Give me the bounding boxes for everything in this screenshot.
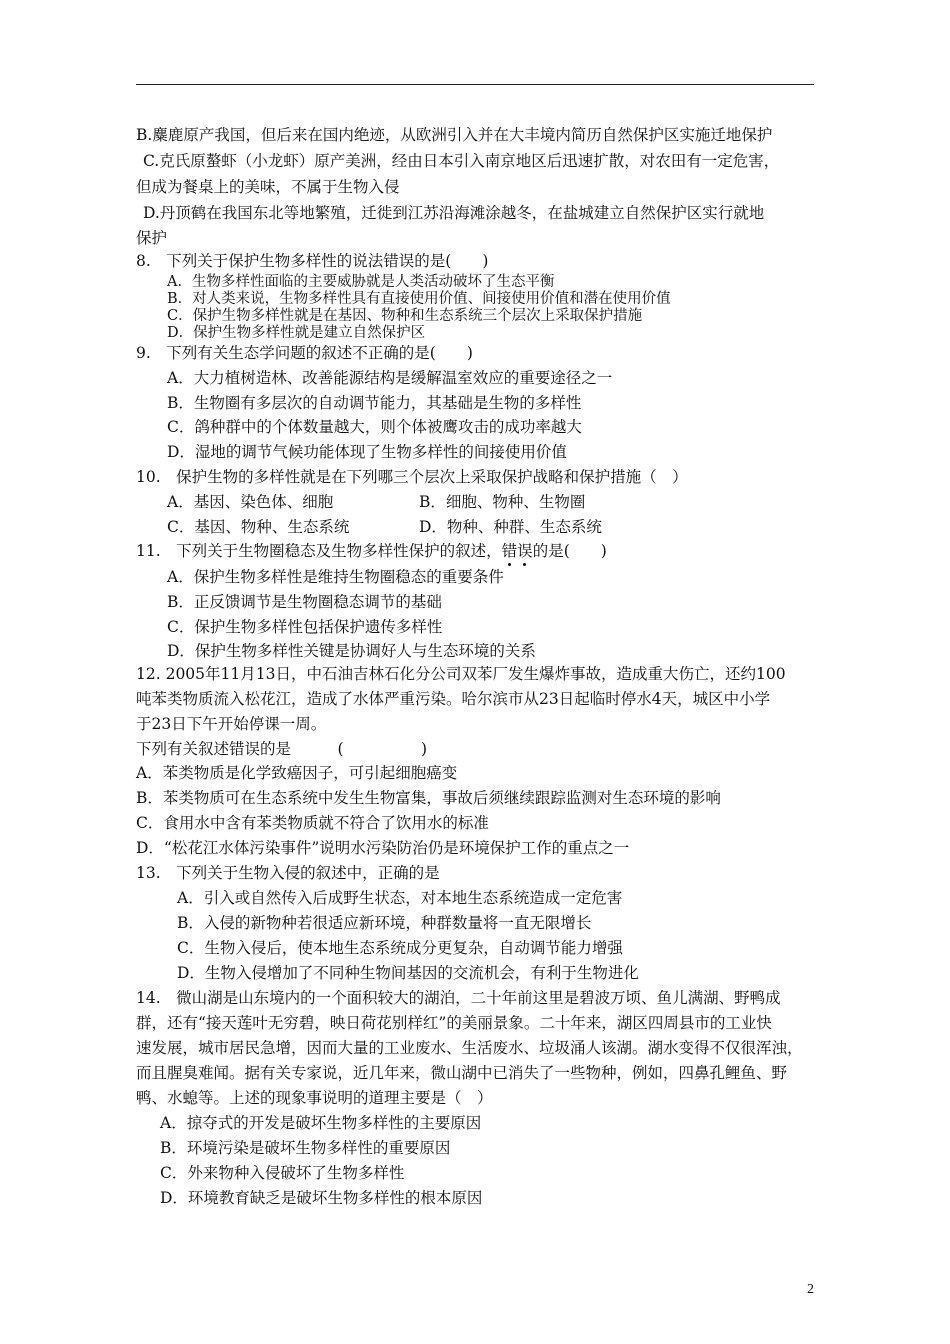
q12-option-c: C．食用水中含有苯类物质就不符合了饮用水的标准 [136,814,489,832]
q11-stem: 11. 下列关于生物圈稳态及生物多样性保护的叙述，错误的是( ) [136,542,607,560]
q14-option-c: C．外来物种入侵破坏了生物多样性 [160,1164,405,1182]
q9-option-c: C．鸽种群中的个体数量越大，则个体被鹰攻击的成功率越大 [167,418,582,436]
q7-option-c-cont: 但成为餐桌上的美味，不属于生物入侵 [136,178,400,196]
q8-option-b: B．对人类来说，生物多样性具有直接使用价值、间接使用价值和潜在使用价值 [167,291,671,307]
q9-stem: 9. 下列有关生态学问题的叙述不正确的是( ) [136,344,473,362]
q12-option-a: A．苯类物质是化学致癌因子，可引起细胞癌变 [136,764,458,782]
q9-option-a: A．大力植树造林、改善能源结构是缓解温室效应的重要途径之一 [167,369,613,387]
q14-option-b: B．环境污染是破坏生物多样性的重要原因 [160,1139,451,1157]
q14-paragraph-line: 而且腥臭难闻。据有关专家说，近几年来，微山湖中已消失了一些物种，例如，四鼻孔鲤鱼、野 [136,1064,788,1082]
q9-option-d: D．湿地的调节气候功能体现了生物多样性的间接使用价值 [167,443,567,461]
q11-option-d: D．保护生物多样性关键是协调好人与生态环境的关系 [167,642,536,660]
q14-paragraph-line: 14. 微山湖是山东境内的一个面积较大的湖泊，二十年前这里是碧波万顷、鱼儿满湖、野鸭成 [136,989,781,1007]
q8-option-d: D．保护生物多样性就是建立自然保护区 [167,325,426,341]
q12-stem: 下列有关叙述错误的是 ( ) [136,740,428,758]
q10-option-c: C．基因、物种、生态系统 [167,518,350,536]
q13-option-c: C．生物入侵后，使本地生态系统成分更复杂，自动调节能力增强 [177,939,623,957]
q12-paragraph-line: 吨苯类物质流入松花江，造成了水体严重污染。哈尔滨市从23日起临时停水4天，城区中小学 [136,690,771,708]
q12-option-d: D．“松花江水体污染事件”说明水污染防治仍是环境保护工作的重点之一 [136,839,630,857]
q13-stem: 13. 下列关于生物入侵的叙述中，正确的是 [136,864,440,882]
q11-option-c: C．保护生物多样性包括保护遗传多样性 [167,618,443,636]
q10-option-d: D．物种、种群、生态系统 [419,518,602,536]
q14-paragraph-line: 速发展，城市居民急增，因而大量的工业废水、生活废水、垃圾涌人该湖。湖水变得不仅很浑浊， [136,1039,803,1057]
q13-option-b: B．入侵的新物种若很适应新环境，种群数量将一直无限增长 [177,914,592,932]
q12-option-b: B．苯类物质可在生态系统中发生生物富集，事故后须继续跟踪监测对生态环境的影响 [136,789,721,807]
q9-option-b: B．生物圈有多层次的自动调节能力，其基础是生物的多样性 [167,394,582,412]
q14-paragraph-line: 群，还有“接天莲叶无穷碧，映日荷花别样红”的美丽景象。二十年来，湖区四周县市的工业快 [136,1014,772,1032]
q11-option-a: A．保护生物多样性是维持生物圈稳态的重要条件 [167,568,504,586]
q10-option-a: A．基因、染色体、细胞 [167,493,334,511]
q12-paragraph-line: 12. 2005年11月13日，中石油吉林石化分公司双苯厂发生爆炸事故，造成重大伤亡，还约100 [136,665,786,683]
q7-option-b: B.麋鹿原产我国，但后来在国内绝迹，从欧洲引入并在大丰境内简历自然保护区实施迁地保护 [136,126,773,144]
q14-option-a: A．掠夺式的开发是破坏生物多样性的主要原因 [160,1114,482,1132]
q14-option-d: D．环境教育缺乏是破坏生物多样性的根本原因 [160,1189,483,1207]
q10-stem: 10. 保护生物的多样性就是在下列哪三个层次上采取保护战略和保护措施（ ） [136,468,688,486]
emphasis-char: 错 [501,542,518,560]
q14-stem: 鸭、水螅等。上述的现象事说明的道理主要是（ ） [136,1089,493,1107]
q7-option-d-cont: 保护 [136,229,168,247]
q10-option-b: B．细胞、物种、生物圈 [419,493,586,511]
q13-option-a: A．引入或自然传入后成野生状态，对本地生态系统造成一定危害 [177,889,623,907]
q8-option-c: C．保护生物多样性就是在基因、物种和生态系统三个层次上采取保护措施 [167,308,643,324]
q8-option-a: A．生物多样性面临的主要威胁就是人类活动破坏了生态平衡 [167,274,555,290]
header-rule [136,84,814,85]
q8-stem: 8. 下列关于保护生物多样性的说法错误的是( ) [136,252,489,270]
page-number: 2 [807,1282,814,1297]
q7-option-c: C.克氏原螯虾（小龙虾）原产美洲，经由日本引入南京地区后迅速扩散，对农田有一定危害， [143,152,780,170]
q7-option-d: D.丹顶鹤在我国东北等地繁殖，迁徙到江苏沿海滩涂越冬，在盐城建立自然保护区实行就地 [143,204,765,222]
q11-option-b: B．正反馈调节是生物圈稳态调节的基础 [167,593,442,611]
emphasis-char: 误 [517,542,533,560]
q13-option-d: D．生物入侵增加了不同种生物间基因的交流机会，有利于生物进化 [177,964,639,982]
q12-paragraph-line: 于23日下午开始停课一周。 [136,715,327,733]
